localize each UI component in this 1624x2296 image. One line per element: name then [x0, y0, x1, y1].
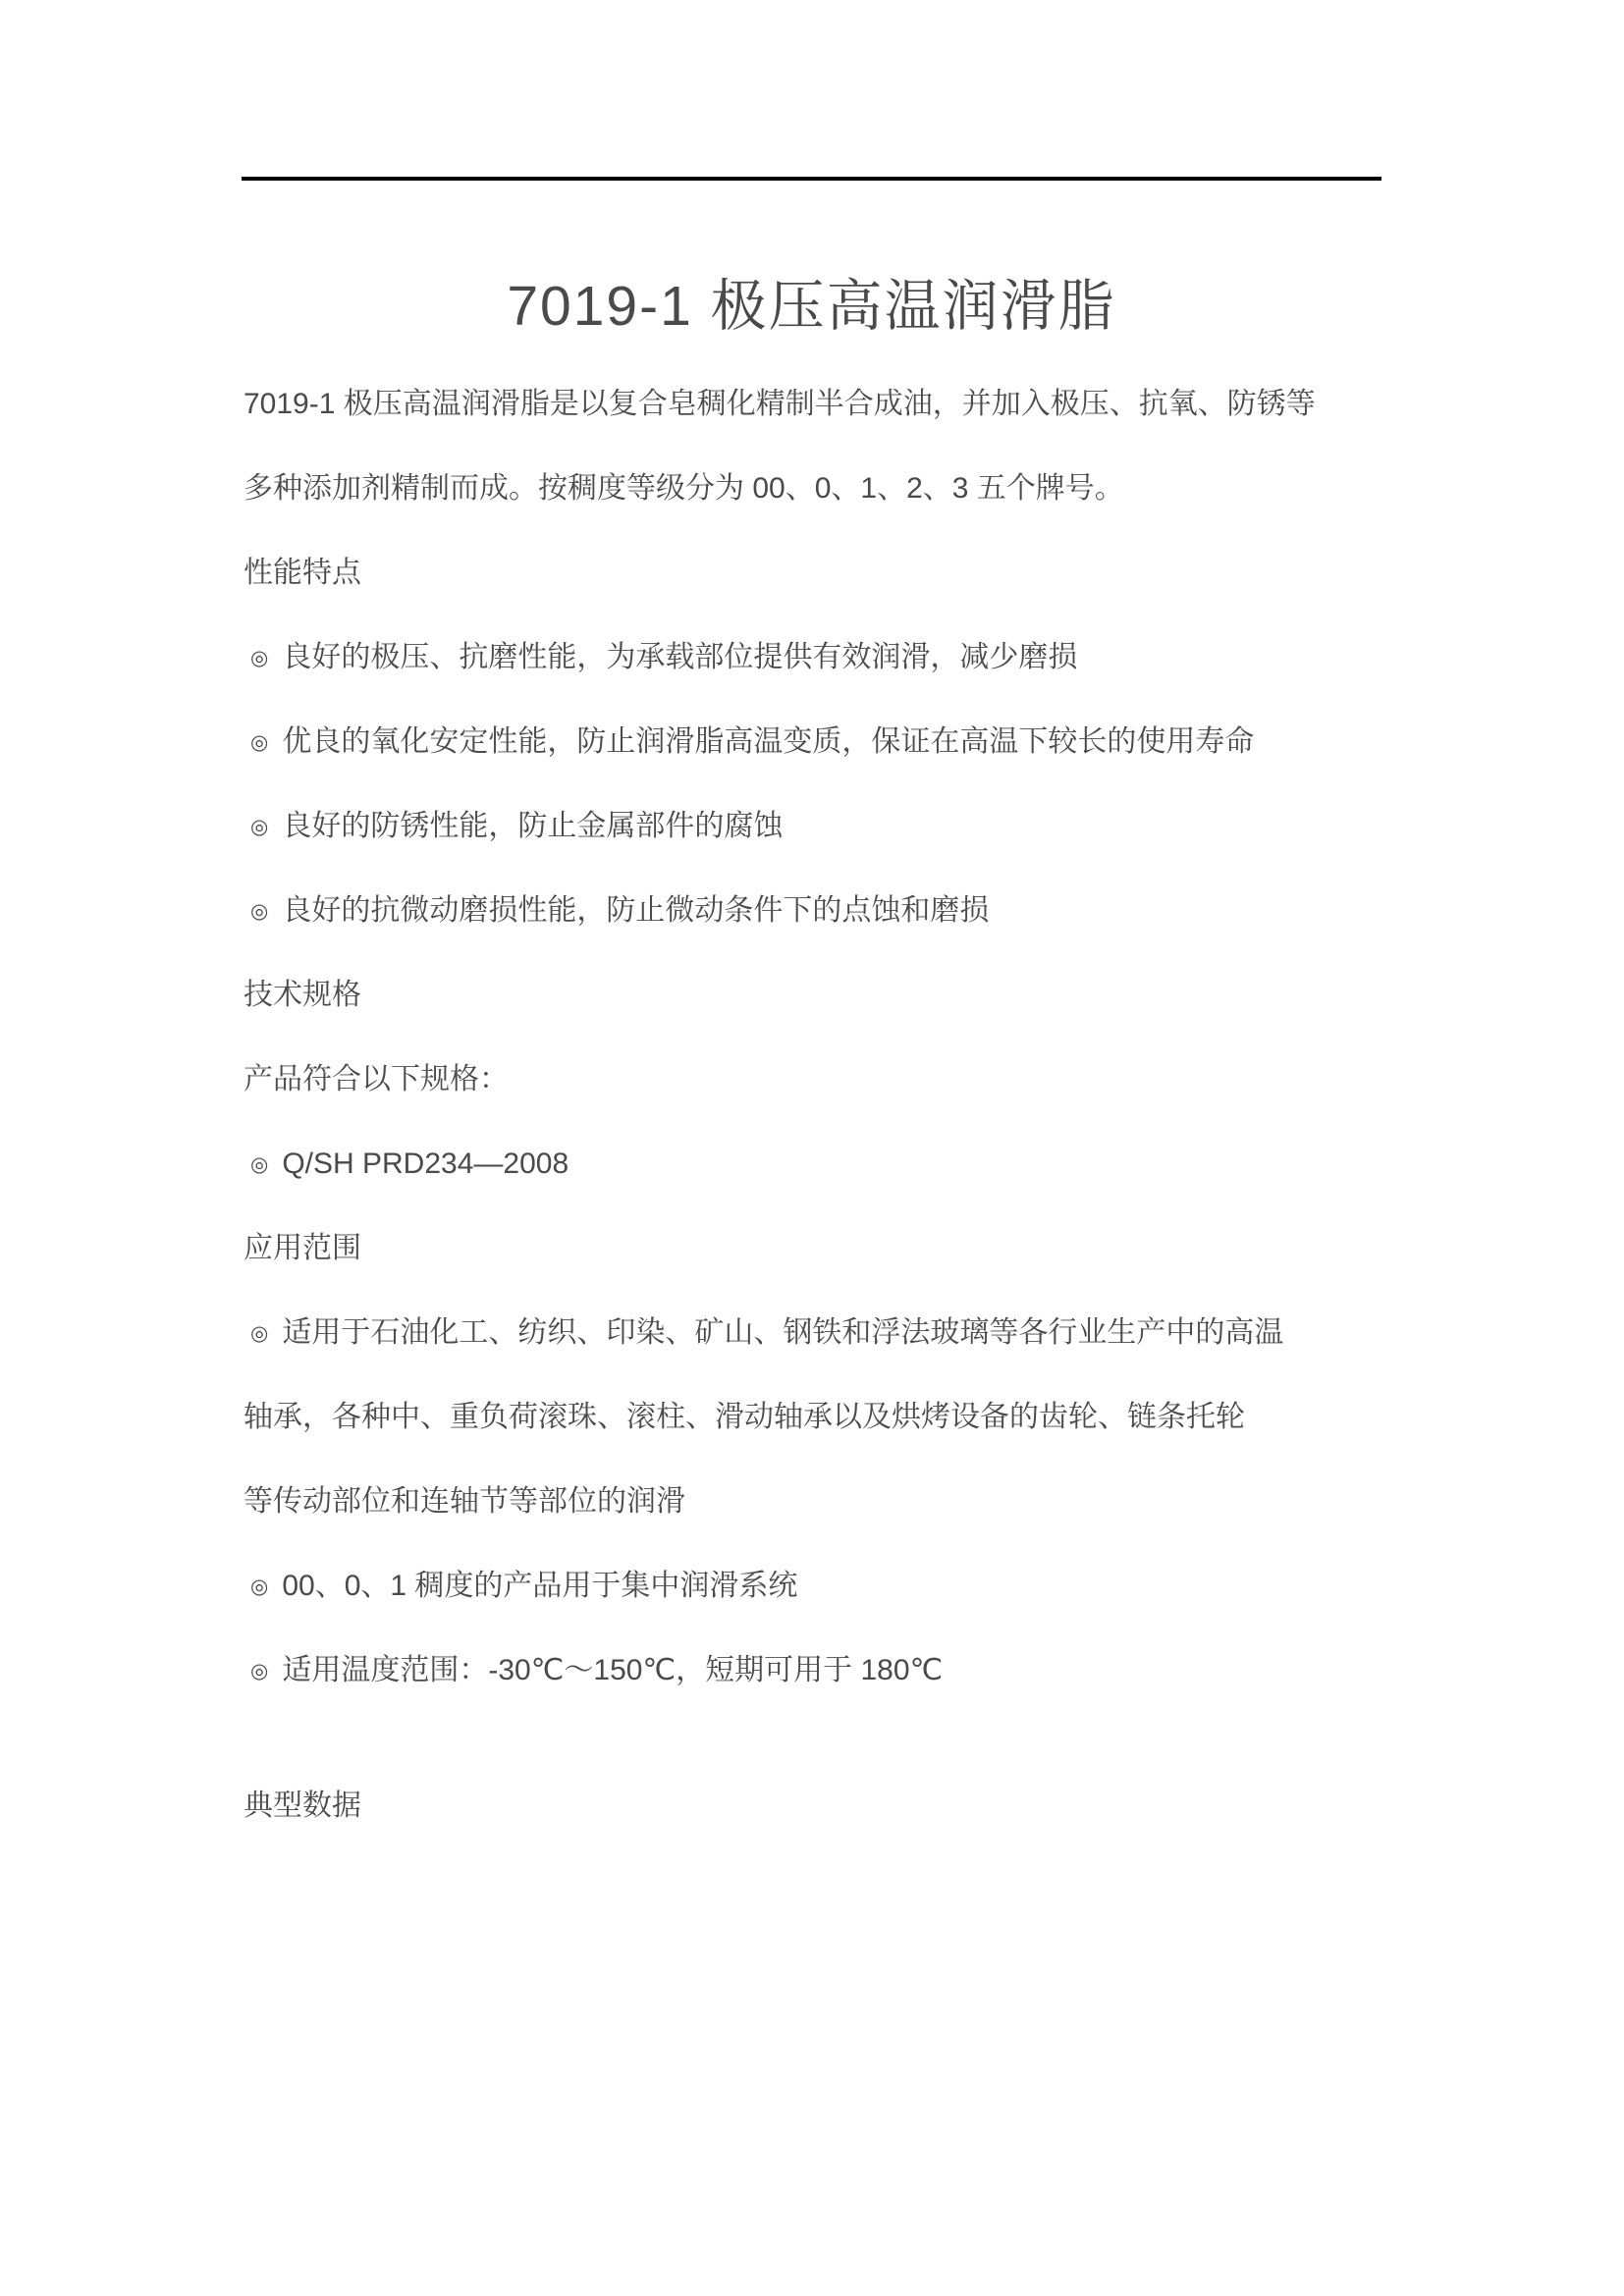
bullet-text: 适用温度范围：-30℃～150℃，短期可用于 180℃: [282, 1654, 944, 1686]
bullet-item: [244, 1291, 1383, 1375]
section-heading-typical-data: 典型数据: [244, 1789, 361, 1822]
bullet-text: 良好的抗微动磨损性能，防止微动条件下的点蚀和磨损: [282, 894, 990, 927]
bullet-text: 优良的氧化安定性能，防止润滑脂高温变质，保证在高温下较长的使用寿命: [282, 725, 1255, 758]
document-title: 7019-1 极压高温润滑脂: [507, 275, 1116, 338]
bullet-item: [244, 700, 1383, 784]
section-heading-applications: 应用范围: [244, 1232, 361, 1264]
paragraph-line: 多种添加剂精制而成。按稠度等级分为 00、0、1、2、3 五个牌号。: [244, 472, 1124, 505]
bullet-text: Q/SH PRD234—2008: [282, 1148, 569, 1180]
bullet-icon: ◎: [250, 1153, 269, 1176]
bullet-item: [244, 1629, 1383, 1713]
bullet-text: 00、0、1 稠度的产品用于集中润滑系统: [282, 1570, 798, 1602]
bullet-text: 良好的防锈性能，防止金属部件的腐蚀: [282, 810, 784, 842]
bullet-icon: ◎: [250, 900, 269, 923]
bullet-icon: ◎: [250, 731, 269, 754]
bullet-item: [244, 784, 1383, 869]
bullet-text: 良好的极压、抗磨性能，为承载部位提供有效润滑，减少磨损: [282, 641, 1078, 673]
bullet-text: 适用于石油化工、纺织、印染、矿山、钢铁和浮法玻璃等各行业生产中的高温: [282, 1316, 1284, 1349]
top-rule-divider: [242, 177, 1381, 181]
bullet-item: [244, 869, 1383, 953]
paragraph-line: 产品符合以下规格：: [244, 1063, 509, 1095]
bullet-item: [244, 1122, 1383, 1206]
bullet-item: [244, 615, 1383, 700]
bullet-icon: ◎: [250, 647, 269, 669]
bullet-icon: ◎: [250, 1322, 269, 1345]
bullet-item: [244, 1544, 1383, 1629]
document-body: [244, 362, 1383, 1848]
bullet-icon: ◎: [250, 1575, 269, 1598]
paragraph-line: 轴承，各种中、重负荷滚珠、滚柱、滑动轴承以及烘烤设备的齿轮、链条托轮: [244, 1401, 1245, 1433]
paragraph-line: 等传动部位和连轴节等部位的润滑: [244, 1485, 685, 1518]
paragraph-line: 7019-1 极压高温润滑脂是以复合皂稠化精制半合成油，并加入极压、抗氧、防锈等: [244, 388, 1316, 420]
section-heading-performance: 性能特点: [244, 557, 361, 589]
section-heading-specifications: 技术规格: [244, 979, 361, 1011]
bullet-icon: ◎: [250, 816, 269, 838]
bullet-icon: ◎: [250, 1660, 269, 1682]
